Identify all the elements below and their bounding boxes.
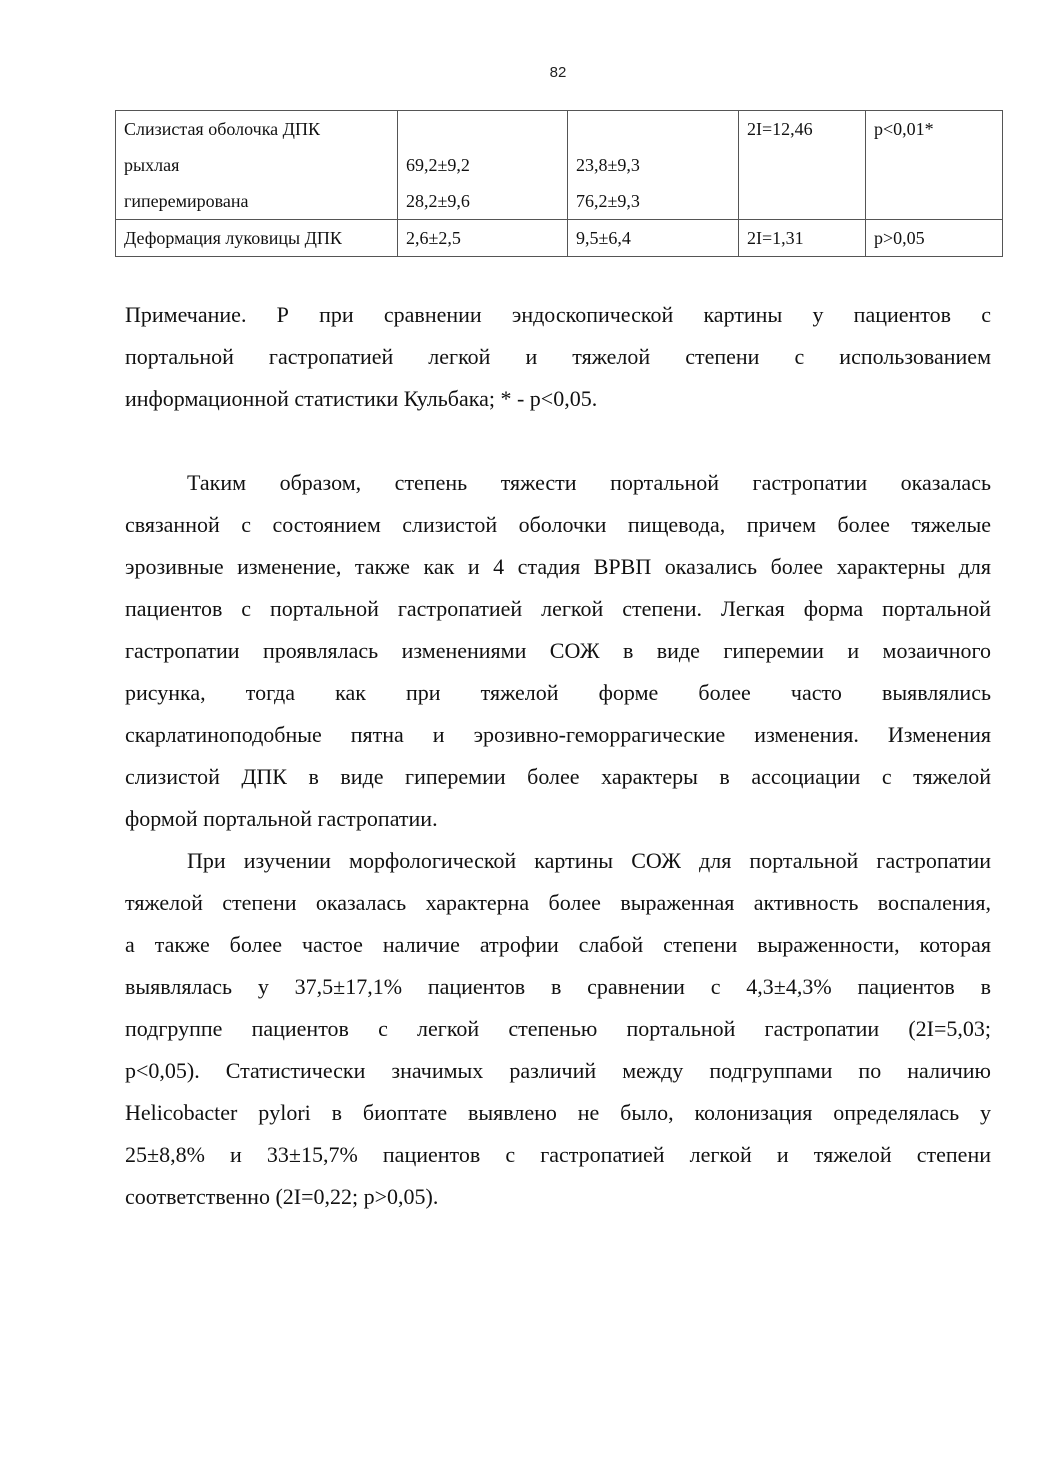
table-row: [116, 111, 1003, 220]
paragraph-line: соответственно (2I=0,22; p>0,05).: [125, 1184, 439, 1209]
cell-line: 28,2±9,6: [406, 191, 470, 211]
cell-line: 69,2±9,2: [406, 155, 470, 175]
paragraph-line: связанной с состоянием слизистой оболочки пищевода, причем более тяжелые: [125, 512, 991, 537]
cell-line: 2,6±2,5: [406, 228, 461, 248]
cell-line: [406, 111, 567, 147]
table-cell-mild: [398, 220, 568, 257]
cell-line: гиперемирована: [124, 191, 249, 211]
paragraph-line: а также более частое наличие атрофии слабой степени выраженности, которая: [125, 932, 991, 957]
cell-line: 2I=1,31: [747, 228, 804, 248]
results-table: [115, 110, 1003, 257]
cell-line: 76,2±9,3: [576, 191, 640, 211]
paragraph-line: выявлялась у 37,5±17,1% пациентов в сравнении с 4,3±4,3% пациентов в: [125, 974, 991, 999]
table-cell-statistic: [739, 220, 866, 257]
table-cell-severe: [568, 111, 739, 220]
page-number: 82: [549, 64, 567, 81]
paragraph-line: пациентов с портальной гастропатией легкой степени. Легкая форма портальной: [125, 596, 991, 621]
paragraph-line: Helicobacter pylori в биоптате выявлено не было, колонизация определялась у: [125, 1100, 991, 1125]
cell-line: p>0,05: [874, 228, 925, 248]
cell-line: 23,8±9,3: [576, 155, 640, 175]
cell-line: [576, 111, 738, 147]
body-text: [125, 462, 991, 1218]
note-line: Примечание. Р при сравнении эндоскопической картины у пациентов с: [125, 302, 991, 327]
table-cell-mild: [398, 111, 568, 220]
table-cell-statistic: [739, 111, 866, 220]
table-note: [125, 294, 991, 420]
cell-line: Слизистая оболочка ДПК: [124, 119, 320, 139]
cell-line: p<0,01*: [874, 119, 934, 139]
cell-line: рыхлая: [124, 155, 180, 175]
paragraph-line: формой портальной гастропатии.: [125, 806, 438, 831]
paragraph-line: слизистой ДПК в виде гиперемии более характеры в ассоциации с тяжелой: [125, 764, 991, 789]
table-cell-p-value: [866, 111, 1003, 220]
table-cell-p-value: [866, 220, 1003, 257]
table-cell-parameter: [116, 220, 398, 257]
table-row: [116, 220, 1003, 257]
note-line: информационной статистики Кульбака; * - p<0,05.: [125, 386, 598, 411]
cell-line: 9,5±6,4: [576, 228, 631, 248]
cell-line: 2I=12,46: [747, 119, 813, 139]
paragraph-line: гастропатии проявлялась изменениями СОЖ в виде гиперемии и мозаичного: [125, 638, 991, 663]
note-line: портальной гастропатией легкой и тяжелой степени с использованием: [125, 344, 991, 369]
paragraph-line: рисунка, тогда как при тяжелой форме более часто выявлялись: [125, 680, 991, 705]
paragraph-line: Таким образом, степень тяжести портальной гастропатии оказалась: [187, 470, 991, 495]
paragraph-line: эрозивные изменение, также как и 4 стадия ВРВП оказались более характерны для: [125, 554, 991, 579]
paragraph-line: скарлатиноподобные пятна и эрозивно-геморрагические изменения. Изменения: [125, 722, 991, 747]
cell-line: Деформация луковицы ДПК: [124, 228, 342, 248]
paragraph-line: При изучении морфологической картины СОЖ для портальной гастропатии: [187, 848, 991, 873]
table-cell-parameter: [116, 111, 398, 220]
paragraph-line: p<0,05). Статистически значимых различий между подгруппами по наличию: [125, 1058, 991, 1083]
table-cell-severe: [568, 220, 739, 257]
paragraph-line: 25±8,8% и 33±15,7% пациентов с гастропатией легкой и тяжелой степени: [125, 1142, 991, 1167]
paragraph-line: тяжелой степени оказалась характерна более выраженная активность воспаления,: [125, 890, 991, 915]
paragraph-line: подгруппе пациентов с легкой степенью портальной гастропатии (2I=5,03;: [125, 1016, 991, 1041]
